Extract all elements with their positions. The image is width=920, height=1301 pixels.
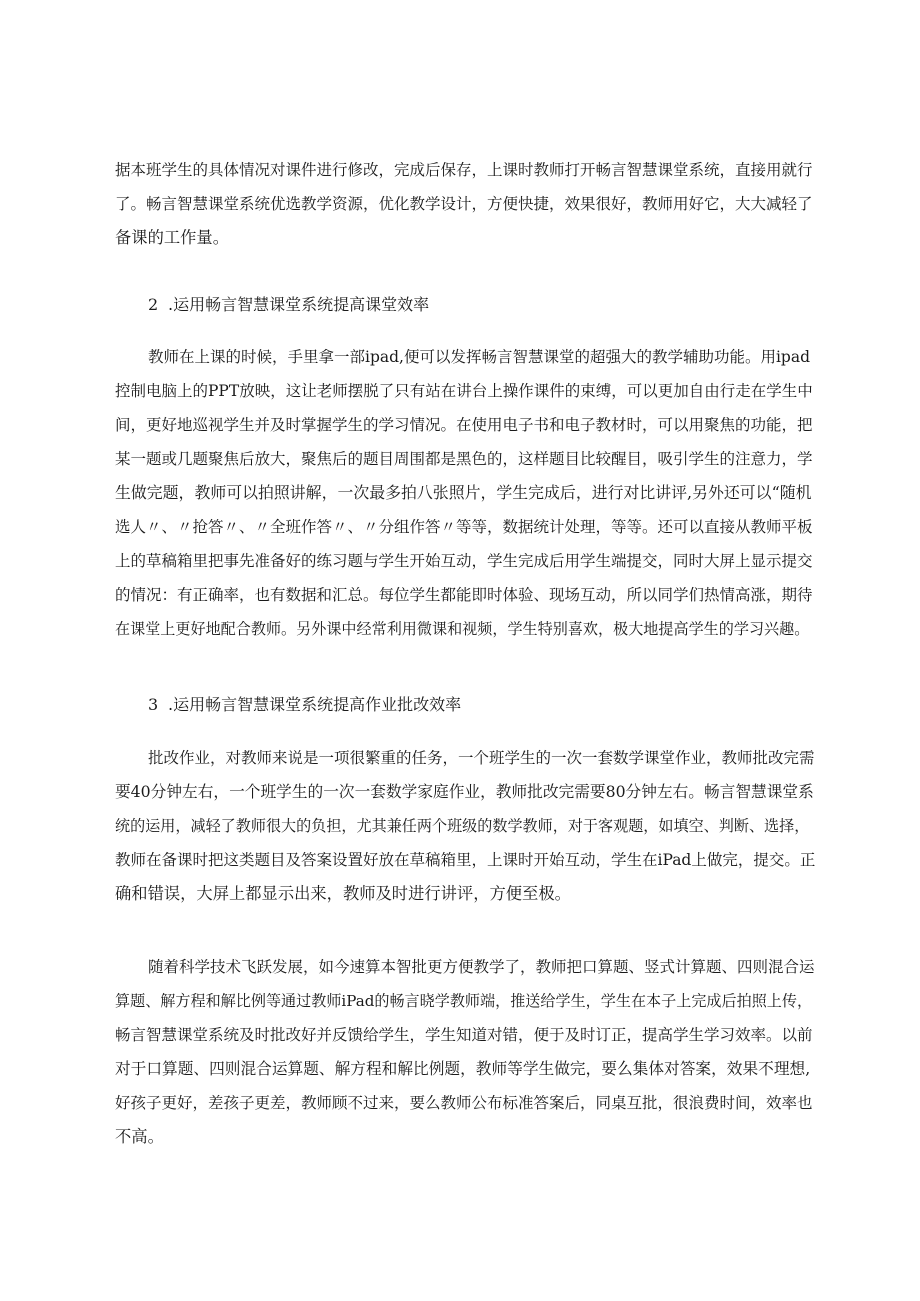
text-line: 了。畅言智慧课堂系统优选教学资源，优化教学设计，方便快捷，效果很好，教师用好它，大大减轻了 bbox=[115, 195, 813, 213]
heading-text: .运用畅言智慧课堂系统提高课堂效率 bbox=[168, 295, 430, 314]
section-heading-3 bbox=[148, 690, 461, 720]
text-line: 畅言智慧课堂系统及时批改好并反馈给学生，学生知道对错，便于及时订正，提高学生学习效率。以前 bbox=[115, 1026, 813, 1044]
text-line: 上的草稿箱里把事先准备好的练习题与学生开始互动，学生完成后用学生端提交，同时大屏上显示提交 bbox=[115, 552, 813, 570]
text-line: 生做完题，教师可以拍照讲解，一次最多拍八张照片，学生完成后，进行对比讲评,另外还可以“随机 bbox=[115, 483, 812, 502]
text-line: 随着科学技术飞跃发展，如今速算本智批更方便教学了，教师把口算题、竖式计算题、四则混合运 bbox=[148, 958, 815, 976]
heading-number: 3 bbox=[148, 695, 159, 714]
section-heading-2 bbox=[148, 290, 429, 320]
text-line: 控制电脑上的PPT放映，这让老师摆脱了只有站在讲台上操作课件的束缚，可以更加自由行走在学生中 bbox=[115, 382, 813, 400]
text-line: 的情况：有正确率，也有数据和汇总。每位学生都能即时体验、现场互动，所以同学们热情高涨，期待 bbox=[115, 586, 813, 604]
text-line: 批改作业，对教师来说是一项很繁重的任务，一个班学生的一次一套数学课堂作业，教师批改完需 bbox=[148, 749, 815, 767]
heading-number: 2 bbox=[148, 295, 159, 314]
text-line: 据本班学生的具体情况对课件进行修改，完成后保存，上课时教师打开畅言智慧课堂系统，直接用就行 bbox=[115, 161, 813, 179]
text-line: 要40分钟左右，一个班学生的一次一套数学家庭作业，教师批改完需要80分钟左右。畅言智慧课堂系 bbox=[115, 782, 814, 801]
text-line: 算题、解方程和解比例等通过教师iPad的畅言晓学教师端，推送给学生，学生在本子上完成后拍照上传， bbox=[115, 992, 813, 1010]
text-line: 选人〃、〃抢答〃、〃全班作答〃、〃分组作答〃等等，数据统计处理，等等。还可以直接从教师平板 bbox=[115, 518, 813, 536]
text-line: 对于口算题、四则混合运算题、解方程和解比例题，教师等学生做完，要么集体对答案，效果不理想, bbox=[115, 1059, 811, 1078]
text-line: 教师在备课时把这类题目及答案设置好放在草稿箱里，上课时开始互动，学生在iPad上做完，提交。正 bbox=[115, 851, 816, 869]
text-line: 不高。 bbox=[115, 1127, 164, 1146]
text-line: 统的运用，减轻了教师很大的负担，尤其兼任两个班级的数学教师，对于客观题，如填空、判断、选择， bbox=[115, 817, 810, 835]
text-line: 某一题或几题聚焦后放大，聚焦后的题目周围都是黑色的，这样题目比较醒目，吸引学生的注意力，学 bbox=[115, 450, 813, 468]
text-line: 在课堂上更好地配合教师。另外课中经常利用微课和视频，学生特别喜欢，极大地提高学生的学习兴趣。 bbox=[115, 620, 810, 638]
text-line: 备课的工作量。 bbox=[115, 228, 229, 247]
text-line: 间，更好地巡视学生并及时掌握学生的学习情况。在使用电子书和电子教材时，可以用聚焦的功能，把 bbox=[115, 416, 813, 434]
text-line: 好孩子更好，差孩子更差，教师顾不过来，要么教师公布标准答案后，同桌互批，很浪费时间，效率也 bbox=[115, 1094, 813, 1112]
heading-text: .运用畅言智慧课堂系统提高作业批改效率 bbox=[168, 695, 462, 714]
text-line: 教师在上课的时候，手里拿一部ipad,便可以发挥畅言智慧课堂的超强大的教学辅助功能。用ipad bbox=[148, 348, 811, 366]
text-line: 确和错误，大屏上都显示出来，教师及时进行讲评，方便至极。 bbox=[115, 884, 571, 903]
